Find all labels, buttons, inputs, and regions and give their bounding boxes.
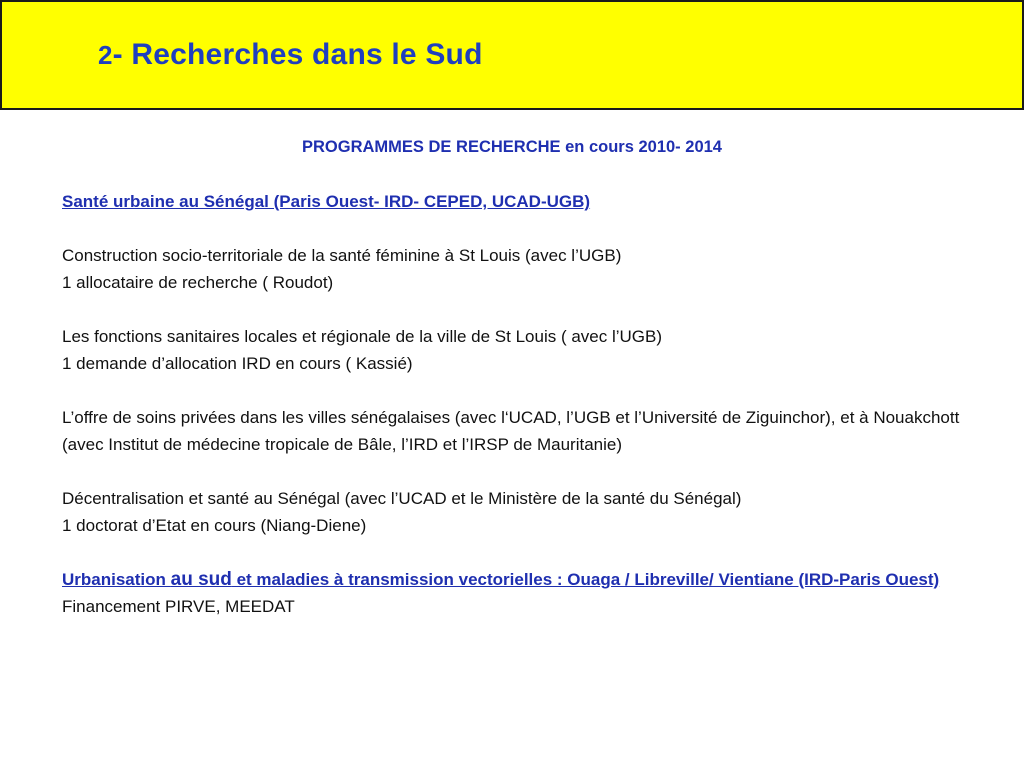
item-decentralisation (62, 485, 962, 539)
programmes-heading: PROGRAMMES DE RECHERCHE en cours 2010- 2014 (302, 138, 722, 156)
item-fonctions-sanitaires (62, 323, 962, 377)
item-line: Construction socio-territoriale de la santé féminine à St Louis (avec l’UGB) (62, 246, 622, 265)
item-line: 1 allocataire de recherche ( Roudot) (62, 273, 334, 292)
item-line: 1 doctorat d’Etat en cours (Niang-Diene) (62, 516, 367, 535)
item-line: 1 demande d’allocation IRD en cours ( Kassié) (62, 354, 413, 373)
slide-title (98, 38, 483, 72)
funding-line: Financement PIRVE, MEEDAT (62, 597, 295, 616)
slide-title-number: 2 (98, 40, 113, 70)
title-part: Urbanisation (62, 570, 171, 589)
slide-title-text: - Recherches dans le Sud (112, 38, 483, 71)
section-urbanisation (62, 566, 962, 620)
title-part: et maladies à transmission vectorielles : Ouaga / Libreville/ Vientiane (IRD-Paris Ouest) (231, 570, 940, 589)
slide-content (62, 134, 962, 620)
title-part-emphasis: au sud (170, 569, 232, 590)
title-bar (0, 0, 1024, 110)
section-urbanisation-title (62, 570, 939, 589)
item-construction (62, 242, 962, 296)
section-sante-urbaine-title: Santé urbaine au Sénégal (Paris Ouest- IRD- CEPED, UCAD-UGB) (62, 192, 591, 211)
item-line: L’offre de soins privées dans les villes sénégalaises (avec l‘UCAD, l’UGB et l’Université de Ziguinchor), et à Nouakchott (avec Institut de médecine tropicale de Bâle, l’IRD et l’IRSP de Mauritanie) (62, 408, 960, 454)
item-line: Décentralisation et santé au Sénégal (avec l’UCAD et le Ministère de la santé du Sénégal) (62, 489, 742, 508)
item-offre-de-soins (62, 404, 962, 458)
item-line: Les fonctions sanitaires locales et régionale de la ville de St Louis ( avec l’UGB) (62, 327, 663, 346)
